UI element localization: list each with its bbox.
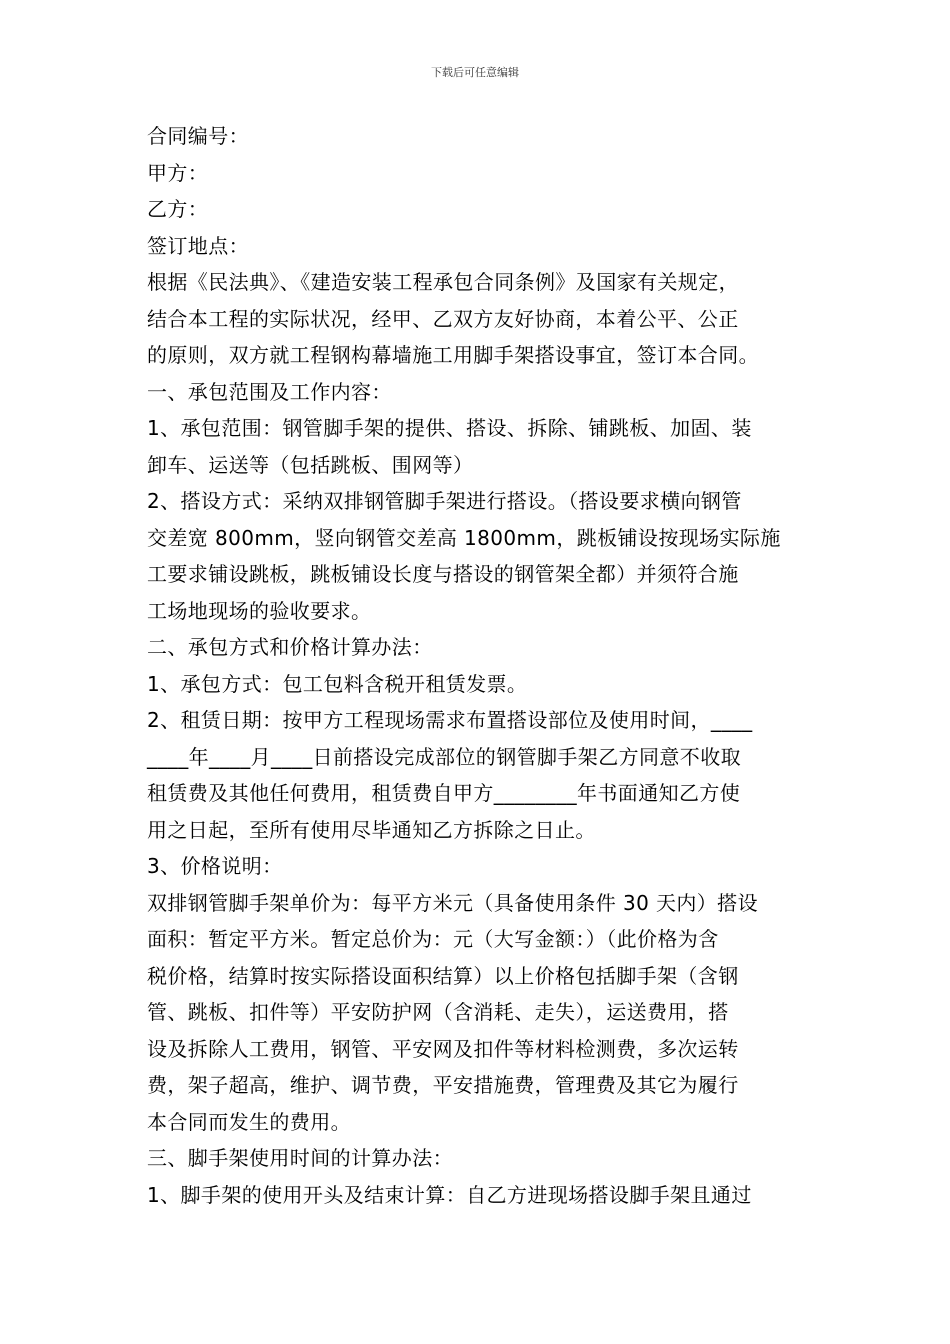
- party-b-line: 乙方：: [147, 197, 209, 221]
- paragraph-line: 本合同而发生的费用。: [147, 1109, 351, 1134]
- paragraph-line: 税价格，结算时按实际搭设面积结算）以上价格包括脚手架（含钢: [147, 963, 739, 988]
- paragraph-line: 管、跳板、扣件等）平安防护网（含消耗、走失），运送费用，搭: [147, 1000, 729, 1024]
- section-heading: 二、承包方式和价格计算办法：: [147, 635, 433, 659]
- paragraph-line: 1、承包方式：包工包料含税开租赁发票。: [147, 671, 528, 696]
- paragraph-line: 面积：暂定平方米。暂定总价为：元（大写金额：）（此价格为含: [147, 927, 719, 951]
- section-heading: 一、承包范围及工作内容：: [147, 379, 392, 404]
- contract-number-line: 合同编号：: [147, 124, 249, 148]
- party-a-line: 甲方：: [147, 160, 209, 185]
- section-heading: 三、脚手架使用时间的计算办法：: [147, 1146, 453, 1170]
- paragraph-line: 交差宽 800mm，竖向钢管交差高 1800mm，跳板铺设按现场实际施: [147, 525, 781, 550]
- paragraph-line: ____年____月____日前搭设完成部位的钢管脚手架乙方同意不收取: [147, 744, 741, 769]
- paragraph-line: 2、租赁日期：按甲方工程现场需求布置搭设部位及使用时间，____: [147, 708, 753, 732]
- paragraph-line: 工场地现场的验收要求。: [147, 598, 372, 623]
- signing-location-line: 签订地点：: [147, 233, 249, 258]
- paragraph-line: 工要求铺设跳板，跳板铺设长度与搭设的钢管架全都）并须符合施: [147, 562, 739, 586]
- paragraph-line: 设及拆除人工费用，钢管、平安网及扣件等材料检测费，多次运转: [147, 1036, 739, 1061]
- paragraph-line: 1、承包范围：钢管脚手架的提供、搭设、拆除、铺跳板、加固、装: [147, 416, 752, 440]
- page-header-note: 下载后可任意编辑: [431, 66, 519, 79]
- paragraph-line: 租赁费及其他任何费用，租赁费自甲方________年书面通知乙方使: [147, 781, 741, 805]
- paragraph-line: 根据《民法典》、《建造安装工程承包合同条例》及国家有关规定，: [147, 270, 739, 294]
- paragraph-line: 3、价格说明：: [147, 854, 283, 878]
- paragraph-line: 2、搭设方式：采纳双排钢管脚手架进行搭设。（搭设要求横向钢管: [147, 489, 742, 513]
- paragraph-line: 1、脚手架的使用开头及结束计算：自乙方进现场搭设脚手架且通过: [147, 1182, 752, 1207]
- paragraph-line: 双排钢管脚手架单价为：每平方米元（具备使用条件 30 天内）搭设: [147, 890, 758, 915]
- paragraph-line: 的原则，双方就工程钢构幕墙施工用脚手架搭设事宜，签订本合同。: [147, 343, 759, 367]
- paragraph-line: 费，架子超高，维护、调节费，平安措施费，管理费及其它为履行: [147, 1073, 739, 1097]
- contract-body: [147, 118, 827, 1213]
- paragraph-line: 用之日起，至所有使用尽毕通知乙方拆除之日止。: [147, 817, 596, 842]
- paragraph-line: 结合本工程的实际状况，经甲、乙双方友好协商，本着公平、公正: [147, 306, 739, 331]
- paragraph-line: 卸车、运送等（包括跳板、围网等）: [147, 452, 474, 477]
